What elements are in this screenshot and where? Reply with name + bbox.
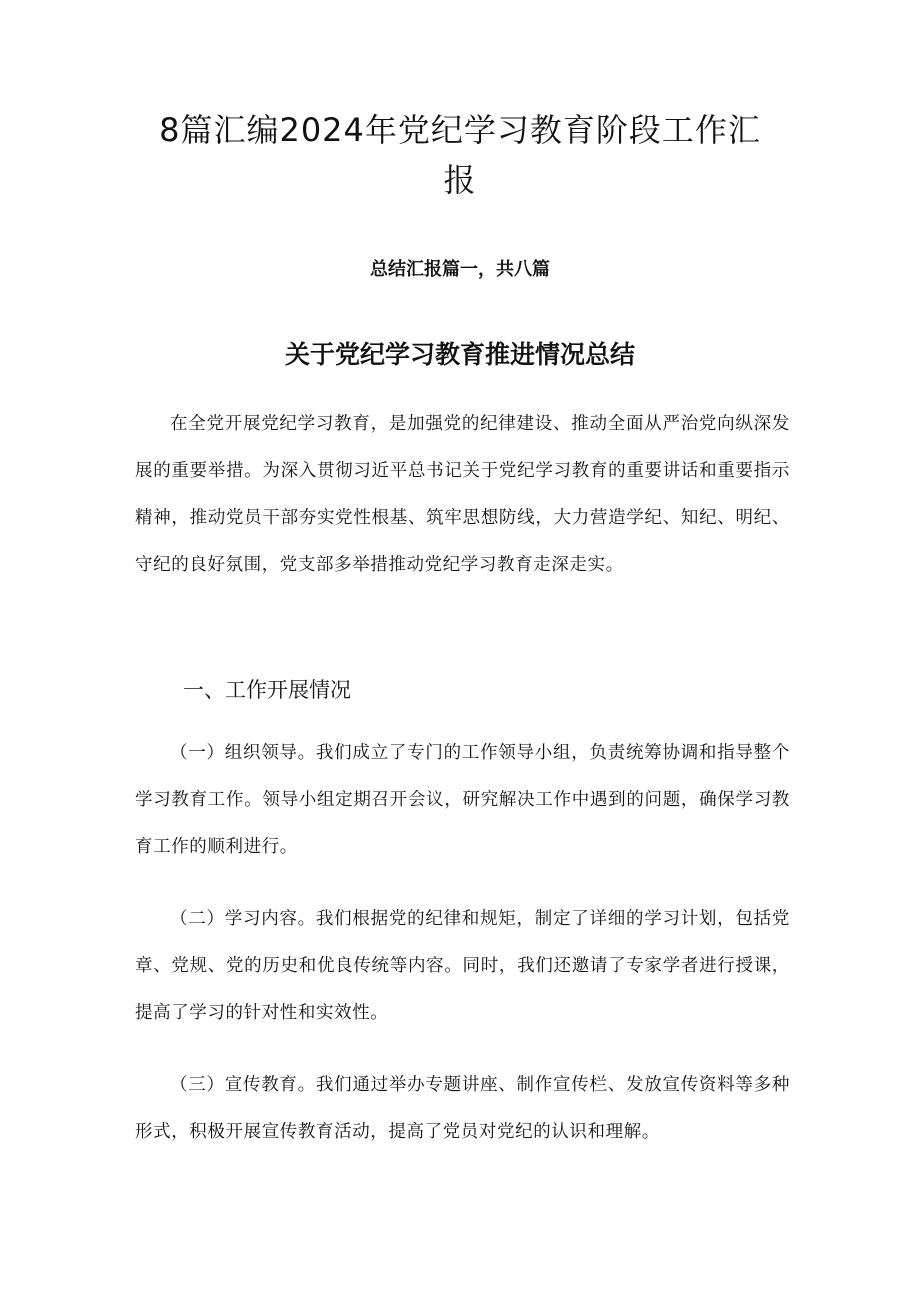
document-title: 8篇汇编2024年党纪学习教育阶段工作汇报	[159, 111, 761, 199]
intro-paragraph: 在全党开展党纪学习教育，是加强党的纪律建设、推动全面从严治党向纵深发展的重要举措。为深入贯彻习近平总书记关于党纪学习教育的重要讲话和重要指示精神，推动党员干部夯实党性根基、筑牢思想防线，大力营造学纪、知纪、明纪、守纪的良好氛围，党支部多举措推动党纪学习教育走深走实。	[135, 414, 790, 575]
paragraph-study-content: （二）学习内容。我们根据党的纪律和规矩，制定了详细的学习计划，包括党章、党规、党的历史和优良传统等内容。同时，我们还邀请了专家学者进行授课，提高了学习的针对性和实效性。	[135, 909, 790, 1023]
document-subtitle: 总结汇报篇一，共八篇	[370, 259, 550, 280]
paragraph-organization: （一）组织领导。我们成立了专门的工作领导小组，负责统筹协调和指导整个学习教育工作。领导小组定期召开会议，研究解决工作中遇到的问题，确保学习教育工作的顺利进行。	[135, 743, 790, 857]
section-heading: 一、工作开展情况	[183, 678, 351, 702]
article-title: 关于党纪学习教育推进情况总结	[284, 340, 635, 369]
paragraph-publicity: （三）宣传教育。我们通过举办专题讲座、制作宣传栏、发放宣传资料等多种形式，积极开展宣传教育活动，提高了党员对党纪的认识和理解。	[135, 1075, 790, 1142]
